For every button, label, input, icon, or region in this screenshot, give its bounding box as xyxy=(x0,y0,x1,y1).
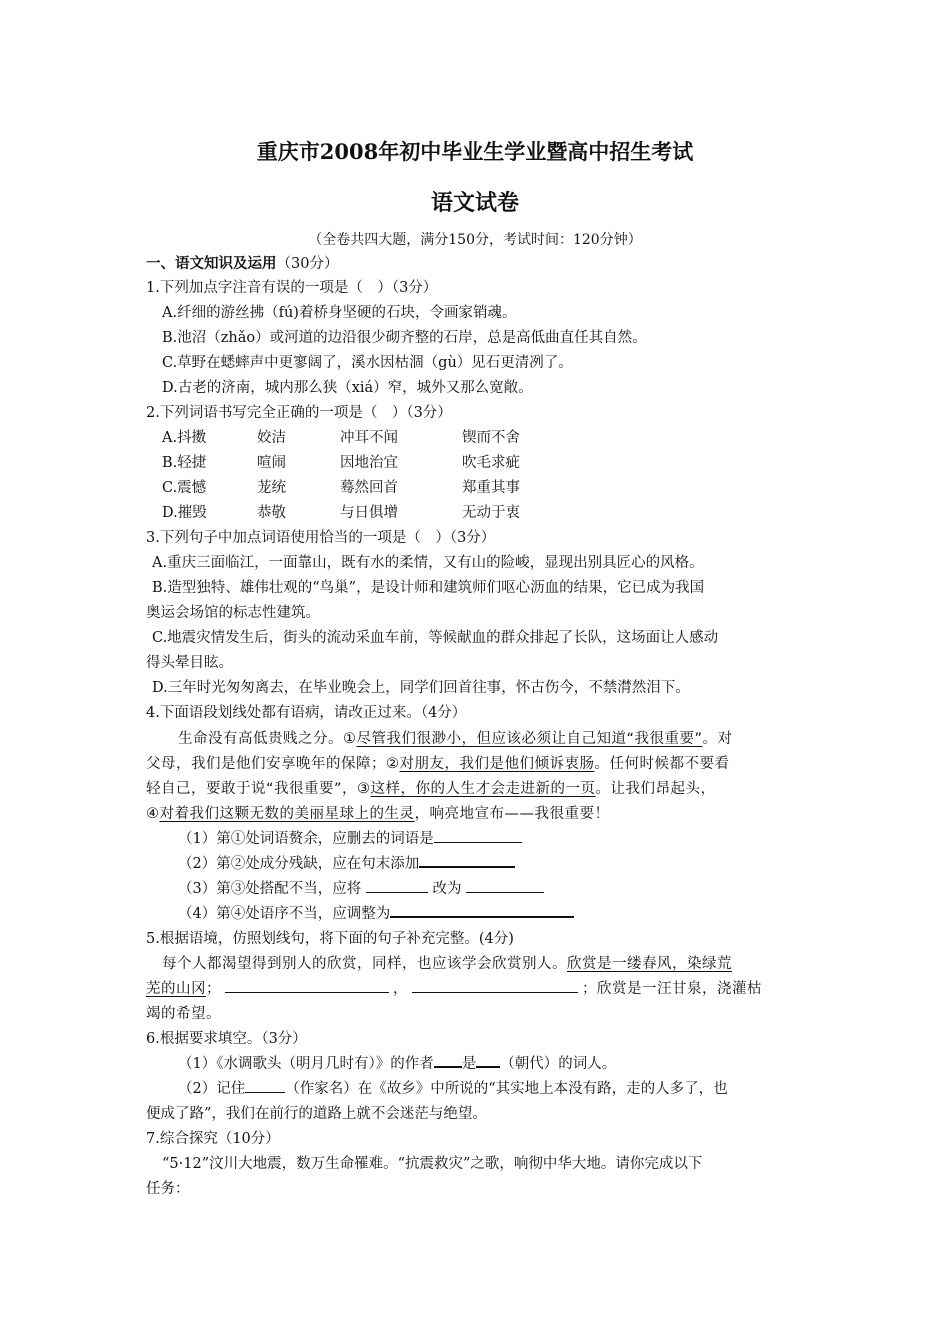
q4-sub3-blank1[interactable] xyxy=(366,878,428,893)
q2-c-word3: 蓦然回首 xyxy=(340,480,398,496)
q6-s1-text: （1）《水调歌头（明月几时有）》的作者 xyxy=(178,1056,434,1072)
q2-d-word3: 与日俱增 xyxy=(340,505,398,521)
q4-p3-tail: 。让我们昂起头， xyxy=(595,781,716,797)
q6-sub2-line2: 便成了路”，我们在前行的道路上就不会迷茫与绝望。 xyxy=(146,1106,487,1122)
q3-option-a: A.重庆三面临江，一面靠山，既有水的柔情，又有山的险峻，显现出别具匠心的风格。 xyxy=(152,555,704,571)
q7-line2: 任务： xyxy=(146,1181,190,1197)
q4-p2-tail: 。任何时候都不要看 xyxy=(594,756,730,772)
q5-blank-2[interactable] xyxy=(412,978,578,993)
q4-p3-text: 轻自己，要敢于说“我很重要”，③ xyxy=(146,781,371,797)
q4-sub1-blank[interactable] xyxy=(434,828,522,843)
q5-l2-tail: ；欣赏是一汪甘泉，浇灌枯 xyxy=(582,981,762,997)
exam-title: 重庆市2008年初中毕业生学业暨高中招生考试 xyxy=(256,139,694,164)
q4-p1-tail: 。对 xyxy=(702,731,733,747)
q5-sep2: ， xyxy=(393,981,408,997)
q2-b-word1: B.轻捷 xyxy=(162,455,207,471)
q2-d-word1: D.摧毁 xyxy=(162,505,207,521)
q6-blank-author[interactable] xyxy=(434,1052,462,1068)
q4-underline-4: 对着我们这颗无数的美丽星球上的生灵 xyxy=(159,806,415,822)
q4-p4-text: ④ xyxy=(146,806,160,822)
q3-option-c-line2: 得头晕目眩。 xyxy=(146,655,233,671)
q2-a-word4: 锲而不舍 xyxy=(462,430,520,446)
q4-sub2-blank[interactable] xyxy=(419,852,515,868)
q4-p2-text: 父母，我们是他们安享晚年的保障；② xyxy=(146,756,400,772)
q4-passage-line2 xyxy=(146,752,730,773)
q2-c-word4: 郑重其事 xyxy=(462,480,520,496)
q4-underline-1: 尽管我们很渺小，但应该必须让自己知道“我很重要” xyxy=(356,731,703,747)
q2-b-word2: 喧闹 xyxy=(257,455,286,471)
q5-model-sentence-1: 欣赏是一缕春风，染绿荒 xyxy=(567,956,732,972)
q7-line1: “5·12”汶川大地震，数万生命罹难。“抗震救灾”之歌，响彻中华大地。请你完成以下 xyxy=(162,1156,703,1172)
q4-p1-text: 生命没有高低贵贱之分。① xyxy=(178,731,357,747)
q4-sub3-mid: 改为 xyxy=(432,881,462,897)
q2-d-word2: 恭敬 xyxy=(257,505,286,521)
q1-option-a: A.纤细的游丝拂（fú)着桥身坚硬的石块，令画家销魂。 xyxy=(162,305,517,321)
q2-a-word1: A.抖擞 xyxy=(162,430,207,446)
q6-s1-mid: 是 xyxy=(461,1056,477,1072)
q1-option-b: B.池沼（zhǎo）或河道的边沿很少砌齐整的石岸，总是高低曲直任其自然。 xyxy=(162,330,647,346)
q4-sub2 xyxy=(178,852,515,873)
q4-underline-2: 对朋友，我们是他们倾诉衷肠 xyxy=(399,756,595,772)
q6-sub1 xyxy=(178,1052,616,1073)
q6-blank-writer[interactable] xyxy=(245,1078,285,1093)
q5-sep1: ； xyxy=(206,981,221,997)
q2-c-word1: C.震憾 xyxy=(162,480,207,496)
q4-passage-line3 xyxy=(146,777,716,798)
q4-p4-tail: ，响亮地宣布——我很重要！ xyxy=(414,806,610,822)
q2-b-word3: 因地治宜 xyxy=(340,455,398,471)
q4-sub3-text: （3）第③处搭配不当，应将 xyxy=(178,881,362,897)
q4-passage-line4 xyxy=(146,802,610,823)
q2-a-word3: 冲耳不闻 xyxy=(340,430,398,446)
q5-l1-text: 每个人都渴望得到别人的欣赏，同样，也应该学会欣赏别人。 xyxy=(162,956,567,972)
q4-sub1-text: （1）第①处词语赘余，应删去的词语是 xyxy=(178,831,434,847)
q4-passage-line1 xyxy=(178,727,733,748)
q7-stem: 7.综合探究（10分） xyxy=(146,1131,280,1147)
q1-option-d: D.古老的济南，城内那么狭（xiá）窄，城外又那么宽敞。 xyxy=(162,380,533,396)
q4-sub3-blank2[interactable] xyxy=(466,878,544,893)
q3-option-c-line1: C.地震灾情发生后，街头的流动采血车前，等候献血的群众排起了长队，这场面让人感动 xyxy=(152,630,719,646)
q2-c-word2: 茏统 xyxy=(257,480,286,496)
q5-line1 xyxy=(162,952,732,973)
q4-underline-3: 这样，你的人生才会走进新的一页 xyxy=(370,781,596,797)
q3-option-b-line2: 奥运会场馆的标志性建筑。 xyxy=(146,605,320,621)
q6-blank-dynasty[interactable] xyxy=(476,1052,500,1068)
q3-stem: 3.下列句子中加点词语使用恰当的一项是（ ）（3分） xyxy=(146,530,496,546)
q6-stem: 6.根据要求填空。（3分） xyxy=(146,1031,307,1047)
q5-line3: 竭的希望。 xyxy=(146,1006,221,1022)
q1-option-c: C.草野在蟋蟀声中更寥阔了，溪水因枯涸（gù）见石更清冽了。 xyxy=(162,355,573,371)
q6-s1-tail: （朝代）的词人。 xyxy=(500,1056,617,1072)
q2-a-word2: 姣洁 xyxy=(257,430,286,446)
section-title: 一、语文知识及运用 xyxy=(146,255,277,272)
q5-line2 xyxy=(146,977,762,998)
q6-s2-text: （2）记住 xyxy=(178,1081,246,1097)
q3-option-b-line1: B.造型独特、雄伟壮观的“鸟巢”，是设计师和建筑师们呕心沥血的结果，它已成为我国 xyxy=(152,580,705,596)
section-score: （30分） xyxy=(276,256,339,272)
q5-model-sentence-2: 芜的山冈 xyxy=(146,981,206,997)
q3-option-d: D.三年时光匆匆离去，在毕业晚会上，同学们回首往事，怀古伤今，不禁潸然泪下。 xyxy=(152,680,690,696)
exam-note: （全卷共四大题，满分150分，考试时间：120分钟） xyxy=(308,232,642,248)
q4-stem: 4.下面语段划线处都有语病，请改正过来。（4分） xyxy=(146,705,467,721)
section-heading xyxy=(146,252,338,273)
q6-s2-mid: （作家名）在《故乡》中所说的“其实地上本没有路，走的人多了，也 xyxy=(285,1081,728,1097)
q4-sub1 xyxy=(178,827,522,848)
q4-sub4-text: （4）第④处语序不当，应调整为 xyxy=(178,906,391,922)
q1-stem: 1.下列加点字注音有误的一项是（ ）（3分） xyxy=(146,280,438,296)
exam-subtitle: 语文试卷 xyxy=(430,190,519,216)
q2-stem: 2.下列词语书写完全正确的一项是（ ）（3分） xyxy=(146,405,452,421)
q5-blank-1[interactable] xyxy=(225,978,389,993)
q2-b-word4: 吹毛求疵 xyxy=(462,455,520,471)
q6-sub2 xyxy=(178,1077,728,1098)
q4-sub3 xyxy=(178,877,544,898)
q2-d-word4: 无动于衷 xyxy=(462,505,520,521)
q4-sub4 xyxy=(178,902,574,923)
q4-sub2-text: （2）第②处成分残缺，应在句末添加 xyxy=(178,856,420,872)
q4-sub4-blank[interactable] xyxy=(390,902,574,918)
q5-stem: 5.根据语境，仿照划线句，将下面的句子补充完整。(4分) xyxy=(146,931,514,947)
